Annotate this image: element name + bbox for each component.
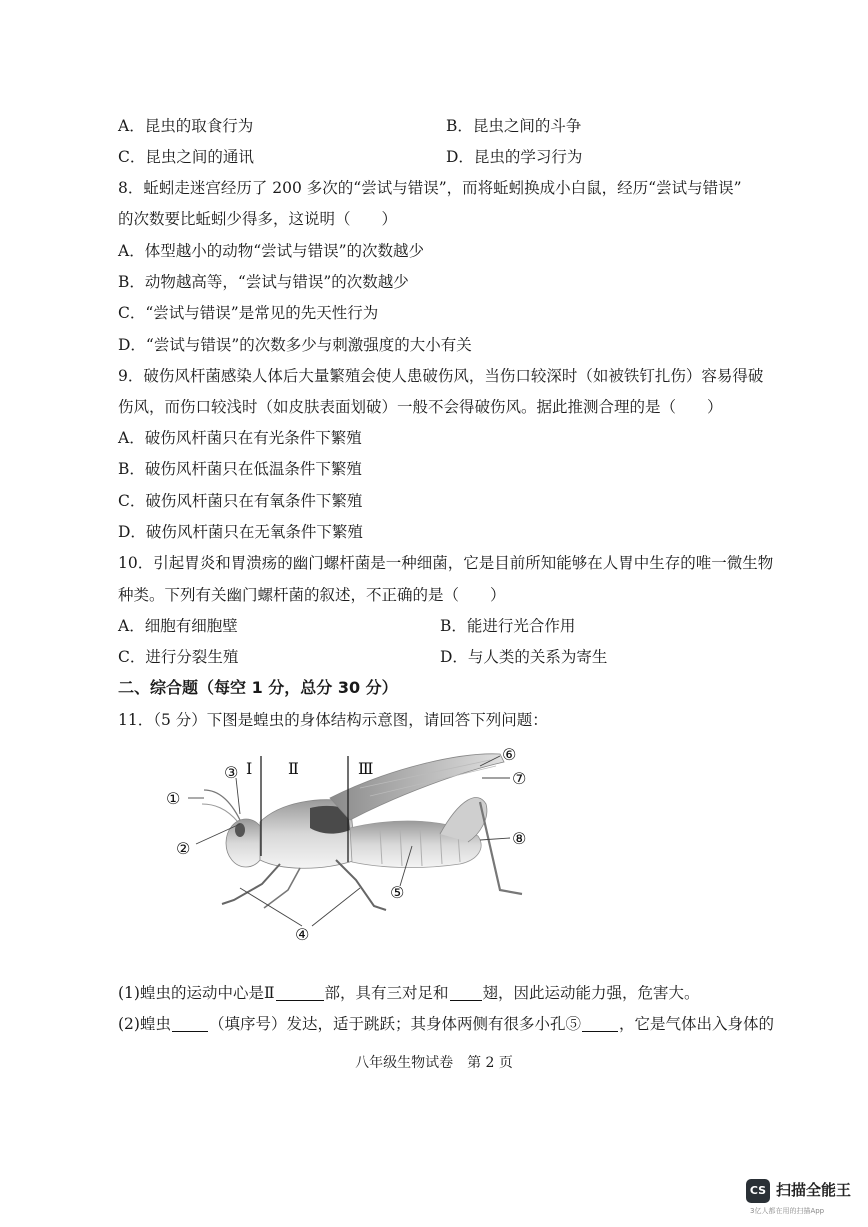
q9-option-a: A．破伤风杆菌只在有光条件下繁殖 <box>118 429 362 447</box>
grasshopper-illustration <box>160 738 560 943</box>
q10-stem-line1: 10．引起胃炎和胃溃疡的幽门螺杆菌是一种细菌，它是目前所知能够在人胃中生存的唯一微生物 <box>118 554 774 572</box>
q11-sub1-text-b: 部，具有三对足和 <box>324 984 449 1002</box>
q7-option-d: D．昆虫的学习行为 <box>446 148 583 166</box>
answer-blank <box>172 1015 208 1032</box>
q8-stem-line2: 的次数要比蚯蚓少得多，这说明（ ） <box>118 210 398 228</box>
q8-option-c: C．“尝试与错误”是常见的先天性行为 <box>118 304 379 322</box>
label-6: ⑥ <box>502 745 517 764</box>
grasshopper-diagram <box>160 738 560 943</box>
q11-sub2 <box>118 1013 774 1035</box>
q10-option-a: A．细胞有细胞壁 <box>118 617 238 635</box>
q11-sub1 <box>118 982 700 1004</box>
label-8: ⑧ <box>512 829 527 848</box>
q10-stem-line2: 种类。下列有关幽门螺杆菌的叙述，不正确的是（ ） <box>118 586 506 604</box>
label-segment-1: Ⅰ <box>246 759 253 778</box>
q7-option-c: C．昆虫之间的通讯 <box>118 148 254 166</box>
q11-sub2-text-a: (2)蝗虫 <box>118 1015 171 1033</box>
cs-logo-icon: CS <box>746 1179 770 1203</box>
q10-option-c: C．进行分裂生殖 <box>118 648 239 666</box>
label-2: ② <box>176 839 191 858</box>
section-heading: 二、综合题（每空 1 分，总分 30 分） <box>118 678 398 697</box>
watermark-name: 扫描全能王 <box>776 1181 852 1199</box>
q7-option-a: A．昆虫的取食行为 <box>118 117 254 135</box>
q10-option-b: B．能进行光合作用 <box>440 617 576 635</box>
q8-option-a: A．体型越小的动物“尝试与错误”的次数越少 <box>118 242 425 260</box>
watermark-subtitle: 3亿人都在用的扫描App <box>750 1207 825 1215</box>
q11-sub1-text-c: 翅，因此运动能力强，危害大。 <box>482 984 700 1002</box>
scanner-watermark <box>746 1175 861 1215</box>
answer-blank <box>582 1015 618 1032</box>
page-footer: 八年级生物试卷 第 2 页 <box>355 1055 513 1071</box>
label-5: ⑤ <box>390 883 405 902</box>
label-1: ① <box>166 789 181 808</box>
q11-stem: 11．（5 分）下图是蝗虫的身体结构示意图，请回答下列问题： <box>118 711 548 729</box>
q11-sub1-text-a: (1)蝗虫的运动中心是Ⅱ <box>118 984 275 1002</box>
label-3: ③ <box>224 763 239 782</box>
q11-sub2-text-c: ，它是气体出入身体的 <box>618 1015 774 1033</box>
q7-option-b: B．昆虫之间的斗争 <box>446 117 582 135</box>
label-7: ⑦ <box>512 769 527 788</box>
q9-option-b: B．破伤风杆菌只在低温条件下繁殖 <box>118 460 362 478</box>
q9-stem-line2: 伤风，而伤口较浅时（如皮肤表面划破）一般不会得破伤风。据此推测合理的是（ ） <box>118 398 723 416</box>
q8-stem-line1: 8．蚯蚓走迷宫经历了 200 多次的“尝试与错误”，而将蚯蚓换成小白鼠，经历“尝试与错误” <box>118 179 742 197</box>
answer-blank <box>276 984 324 1001</box>
q9-option-c: C．破伤风杆菌只在有氧条件下繁殖 <box>118 492 363 510</box>
label-segment-2: Ⅱ <box>288 759 299 778</box>
label-4: ④ <box>295 925 310 943</box>
q8-option-b: B．动物越高等，“尝试与错误”的次数越少 <box>118 273 409 291</box>
q8-option-d: D．“尝试与错误”的次数多少与刺激强度的大小有关 <box>118 336 472 354</box>
q11-sub2-text-b: （填序号）发达，适于跳跃；其身体两侧有很多小孔⑤ <box>208 1015 581 1033</box>
q9-stem-line1: 9．破伤风杆菌感染人体后大量繁殖会使人患破伤风，当伤口较深时（如被铁钉扎伤）容易得破 <box>118 367 764 385</box>
label-segment-3: Ⅲ <box>358 759 374 778</box>
q9-option-d: D．破伤风杆菌只在无氧条件下繁殖 <box>118 523 363 541</box>
q10-option-d: D．与人类的关系为寄生 <box>440 648 608 666</box>
answer-blank <box>450 984 482 1001</box>
